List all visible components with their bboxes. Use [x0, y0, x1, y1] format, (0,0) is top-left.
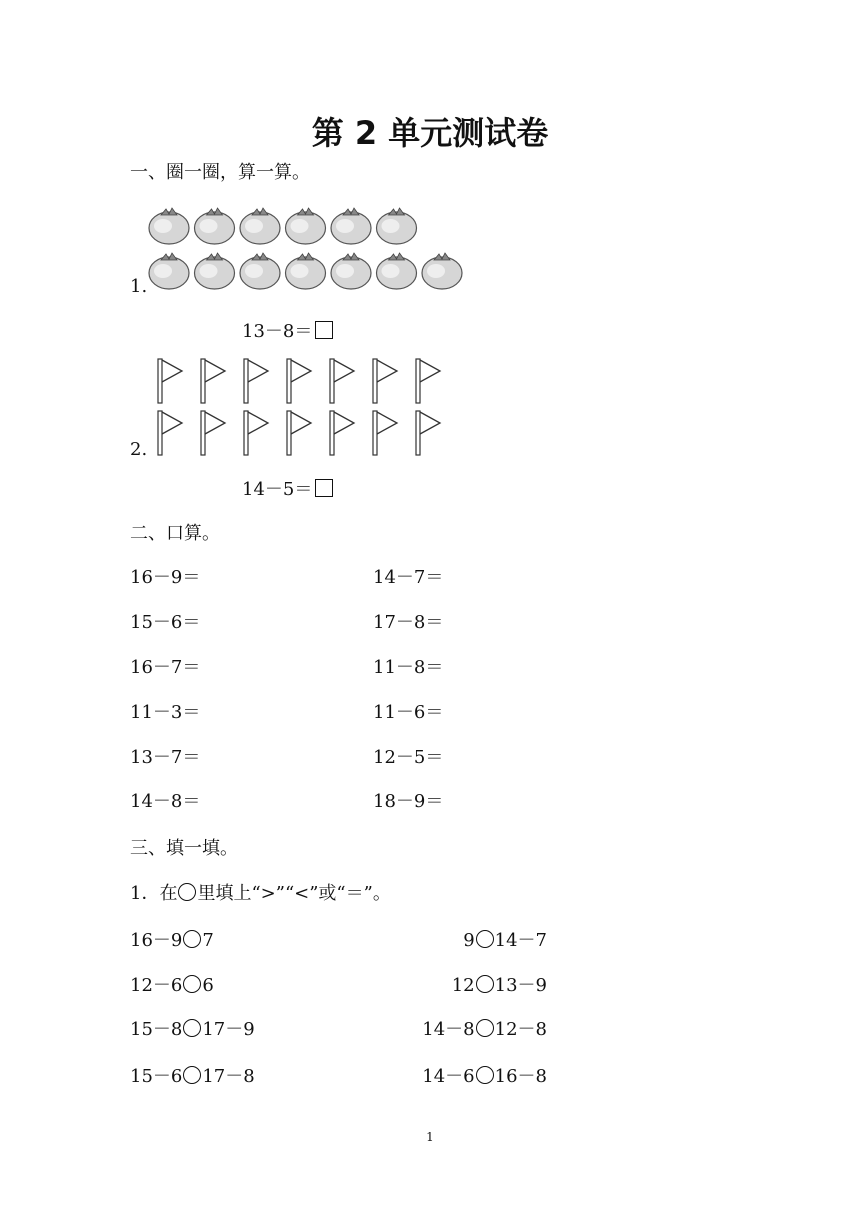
tomato-icon — [331, 253, 371, 289]
compare-left — [130, 1019, 255, 1041]
flag-icon — [330, 411, 354, 455]
flag-icon — [373, 359, 397, 403]
flag-icon — [158, 359, 182, 403]
page-title: 第 2 单元测试卷 — [311, 114, 549, 152]
tomato-icon — [149, 208, 189, 244]
circle-icon — [178, 883, 196, 901]
oral-calc-item: 11－6＝ — [373, 702, 444, 723]
expr: 16－9 — [130, 930, 183, 951]
flag-icon — [330, 359, 354, 403]
compare-right — [452, 975, 547, 997]
section1-heading: 一、圈一圈，算一算。 — [130, 162, 310, 183]
compare-right — [422, 1019, 547, 1041]
oral-calc-item: 11－8＝ — [373, 657, 444, 678]
oral-calc-item: 16－9＝ — [130, 567, 201, 588]
flag-icon — [201, 359, 225, 403]
tomato-icon — [422, 253, 462, 289]
expr: 12－8 — [494, 1019, 547, 1040]
flag-icon — [416, 411, 440, 455]
q1-equation-text: 13－8＝ — [242, 321, 313, 342]
tomato-icon — [331, 208, 371, 244]
oral-calc-item: 14－8＝ — [130, 791, 201, 812]
expr: 6 — [202, 975, 214, 996]
compare-circle[interactable] — [476, 1066, 494, 1084]
flag-illustration — [154, 357, 444, 457]
compare-left — [130, 930, 214, 952]
section3-heading: 三、填一填。 — [130, 838, 238, 859]
compare-left — [130, 1066, 255, 1088]
tomato-icon — [240, 253, 280, 289]
flag-icon — [287, 359, 311, 403]
tomato-icon — [240, 208, 280, 244]
compare-circle[interactable] — [183, 1066, 201, 1084]
oral-calc-item: 12－5＝ — [373, 747, 444, 768]
compare-circle[interactable] — [476, 930, 494, 948]
tomato-icon — [286, 253, 326, 289]
expr: 7 — [202, 930, 214, 951]
page-number: 1 — [426, 1130, 434, 1144]
oral-calc-item: 17－8＝ — [373, 612, 444, 633]
tomato-illustration — [148, 203, 470, 293]
compare-circle[interactable] — [476, 1019, 494, 1037]
flag-icon — [158, 411, 182, 455]
compare-left — [130, 975, 214, 997]
q2-equation-text: 14－5＝ — [242, 479, 313, 500]
tomato-icon — [286, 208, 326, 244]
compare-circle[interactable] — [183, 1019, 201, 1037]
expr: 9 — [463, 930, 475, 951]
expr: 17－8 — [202, 1066, 255, 1087]
flag-icon — [201, 411, 225, 455]
expr: 12－6 — [130, 975, 183, 996]
expr: 15－6 — [130, 1066, 183, 1087]
oral-calc-item: 14－7＝ — [373, 567, 444, 588]
q3-instruction — [130, 883, 391, 905]
tomato-icon — [149, 253, 189, 289]
flag-icon — [244, 411, 268, 455]
expr: 14－8 — [422, 1019, 475, 1040]
expr: 12 — [451, 975, 475, 996]
expr: 14－7 — [494, 930, 547, 951]
expr: 16－8 — [494, 1066, 547, 1087]
compare-right — [422, 1066, 547, 1088]
flag-icon — [244, 359, 268, 403]
section2-heading: 二、口算。 — [130, 523, 220, 544]
oral-calc-item: 18－9＝ — [373, 791, 444, 812]
expr: 15－8 — [130, 1019, 183, 1040]
compare-right — [463, 930, 547, 952]
tomato-icon — [377, 208, 417, 244]
tomato-icon — [195, 208, 235, 244]
q1-number: 1. — [130, 276, 148, 297]
oral-calc-item: 16－7＝ — [130, 657, 201, 678]
answer-box[interactable] — [315, 479, 333, 497]
oral-calc-item: 11－3＝ — [130, 702, 201, 723]
flag-icon — [373, 411, 397, 455]
tomato-icon — [195, 253, 235, 289]
oral-calc-item: 13－7＝ — [130, 747, 201, 768]
q2-number: 2. — [130, 439, 148, 460]
expr: 13－9 — [494, 975, 547, 996]
flag-icon — [287, 411, 311, 455]
flag-icon — [416, 359, 440, 403]
q1-equation — [242, 321, 333, 343]
q3-prefix: 1．在 — [130, 883, 178, 904]
q2-equation — [242, 479, 333, 501]
answer-box[interactable] — [315, 321, 333, 339]
compare-circle[interactable] — [183, 975, 201, 993]
oral-calc-item: 15－6＝ — [130, 612, 201, 633]
compare-circle[interactable] — [476, 975, 494, 993]
compare-circle[interactable] — [183, 930, 201, 948]
tomato-icon — [377, 253, 417, 289]
expr: 17－9 — [202, 1019, 255, 1040]
expr: 14－6 — [422, 1066, 475, 1087]
q3-suffix: 里填上“>”“<”或“＝”。 — [197, 883, 391, 904]
